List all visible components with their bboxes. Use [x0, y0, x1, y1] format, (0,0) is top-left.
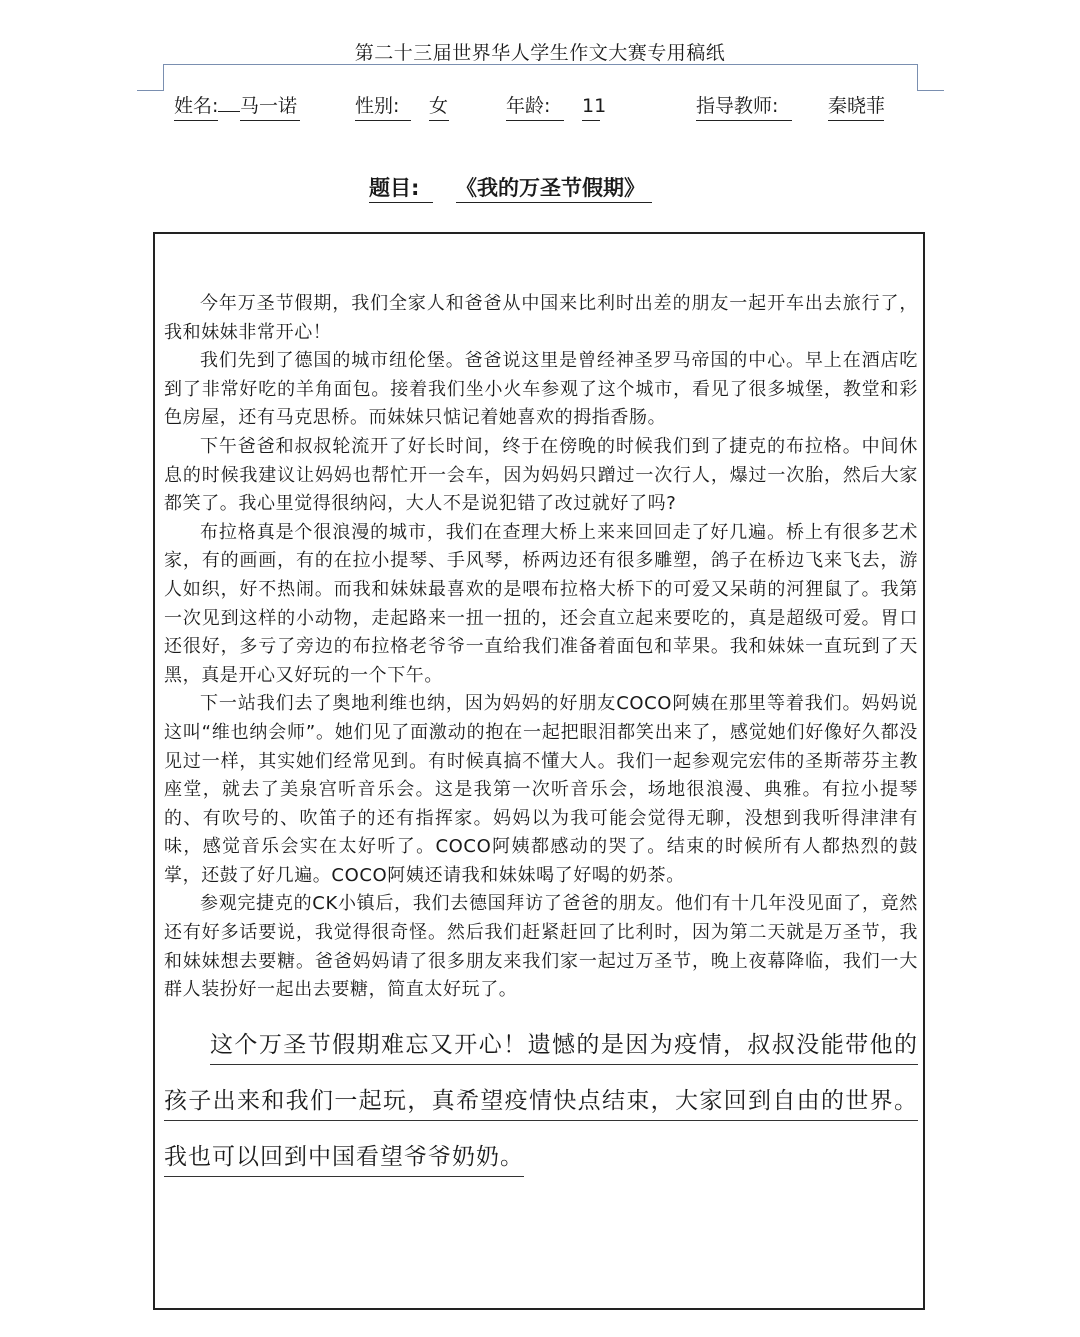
essay-ending	[164, 1017, 918, 1185]
essay-title-row	[0, 176, 1080, 210]
essay-ending-text: 这个万圣节假期难忘又开心！遗憾的是因为疫情，叔叔没能带他的孩子出来和我们一起玩，真希望疫情快点结束，大家回到自由的世界。我也可以回到中国看望爷爷奶奶。	[164, 1032, 918, 1177]
essay-paragraph: 下午爸爸和叔叔轮流开了好长时间，终于在傍晚的时候我们到了捷克的布拉格。中间休息的时候我建议让妈妈也帮忙开一会车，因为妈妈只蹭过一次行人，爆过一次胎，然后大家都笑了。我心里觉得很纳闷，大人不是说犯错了改过就好了吗?	[164, 435, 918, 515]
gender-value: 女	[429, 94, 449, 121]
essay-paragraph: 今年万圣节假期，我们全家人和爸爸从中国来比利时出差的朋友一起开车出去旅行了，我和妹妹非常开心！	[164, 293, 918, 343]
essay-paragraph: 布拉格真是个很浪漫的城市，我们在查理大桥上来来回回走了好几遍。桥上有很多艺术家，有的画画，有的在拉小提琴、手风琴，桥两边还有很多雕塑，鸽子在桥边飞来飞去，游人如织，好不热闹。而我和妹妹最喜欢的是喂布拉格大桥下的可爱又呆萌的河狸鼠了。我第一次见到这样的小动物，走起路来一扭一扭的，还会直立起来要吃的，真是超级可爱。胃口还很好，多亏了旁边的布拉格老爷爷一直给我们准备着面包和苹果。我和妹妹一直玩到了天黑，真是开心又好玩的一个下午。	[164, 521, 918, 686]
age-label: 年龄:	[506, 94, 564, 121]
student-info-row	[0, 94, 1080, 124]
age-value: 11	[582, 94, 600, 121]
age-field	[506, 94, 607, 121]
gender-field	[355, 94, 449, 121]
name-value: 马一诺	[240, 94, 300, 121]
name-label: 姓名:	[174, 94, 218, 121]
essay-paragraph: 下一站我们去了奥地利维也纳，因为妈妈的好朋友COCO阿姨在那里等着我们。妈妈说这叫“维也纳会师”。她们见了面激动的抱在一起把眼泪都笑出来了，感觉她们好像好久都没见过一样，其实她们经常见到。有时候真搞不懂大人。我们一起参观完宏伟的圣斯蒂芬主教座堂，就去了美泉宫听音乐会。这是我第一次听音乐会，场地很浪漫、典雅。有拉小提琴的、有吹号的、吹笛子的还有指挥家。妈妈以为我可能会觉得无聊，没想到我听得津津有味，感觉音乐会实在太好听了。COCO阿姨都感动的哭了。结束的时候所有人都热烈的鼓掌，还鼓了好几遍。COCO阿姨还请我和妹妹喝了好喝的奶茶。	[164, 693, 918, 886]
teacher-field	[696, 94, 884, 121]
essay-title-label: 题目:	[369, 176, 433, 203]
essay-body	[164, 290, 918, 1005]
header-corner-right	[917, 64, 944, 91]
name-field	[174, 94, 300, 121]
teacher-value: 秦晓菲	[828, 94, 884, 121]
teacher-label: 指导教师:	[696, 94, 792, 121]
paper-header-title: 第二十三届世界华人学生作文大赛专用稿纸	[354, 42, 726, 64]
essay-paragraph: 参观完捷克的CK小镇后，我们去德国拜访了爸爸的朋友。他们有十几年没见面了，竟然还有好多话要说，我觉得很奇怪。然后我们赶紧赶回了比利时，因为第二天就是万圣节，我和妹妹想去要糖。爸爸妈妈请了很多朋友来我们家一起过万圣节，晚上夜幕降临，我们一大群人装扮好一起出去要糖，简直太好玩了。	[164, 893, 918, 1001]
essay-paragraph: 我们先到了德国的城市纽伦堡。爸爸说这里是曾经神圣罗马帝国的中心。早上在酒店吃到了非常好吃的羊角面包。接着我们坐小火车参观了这个城市，看见了很多城堡，教堂和彩色房屋，还有马克思桥。而妹妹只惦记着她喜欢的拇指香肠。	[164, 350, 918, 429]
header-rule	[163, 64, 917, 65]
essay-title: 《我的万圣节假期》	[456, 176, 652, 203]
header-corner-left	[137, 64, 164, 91]
gender-label: 性别:	[355, 94, 411, 121]
